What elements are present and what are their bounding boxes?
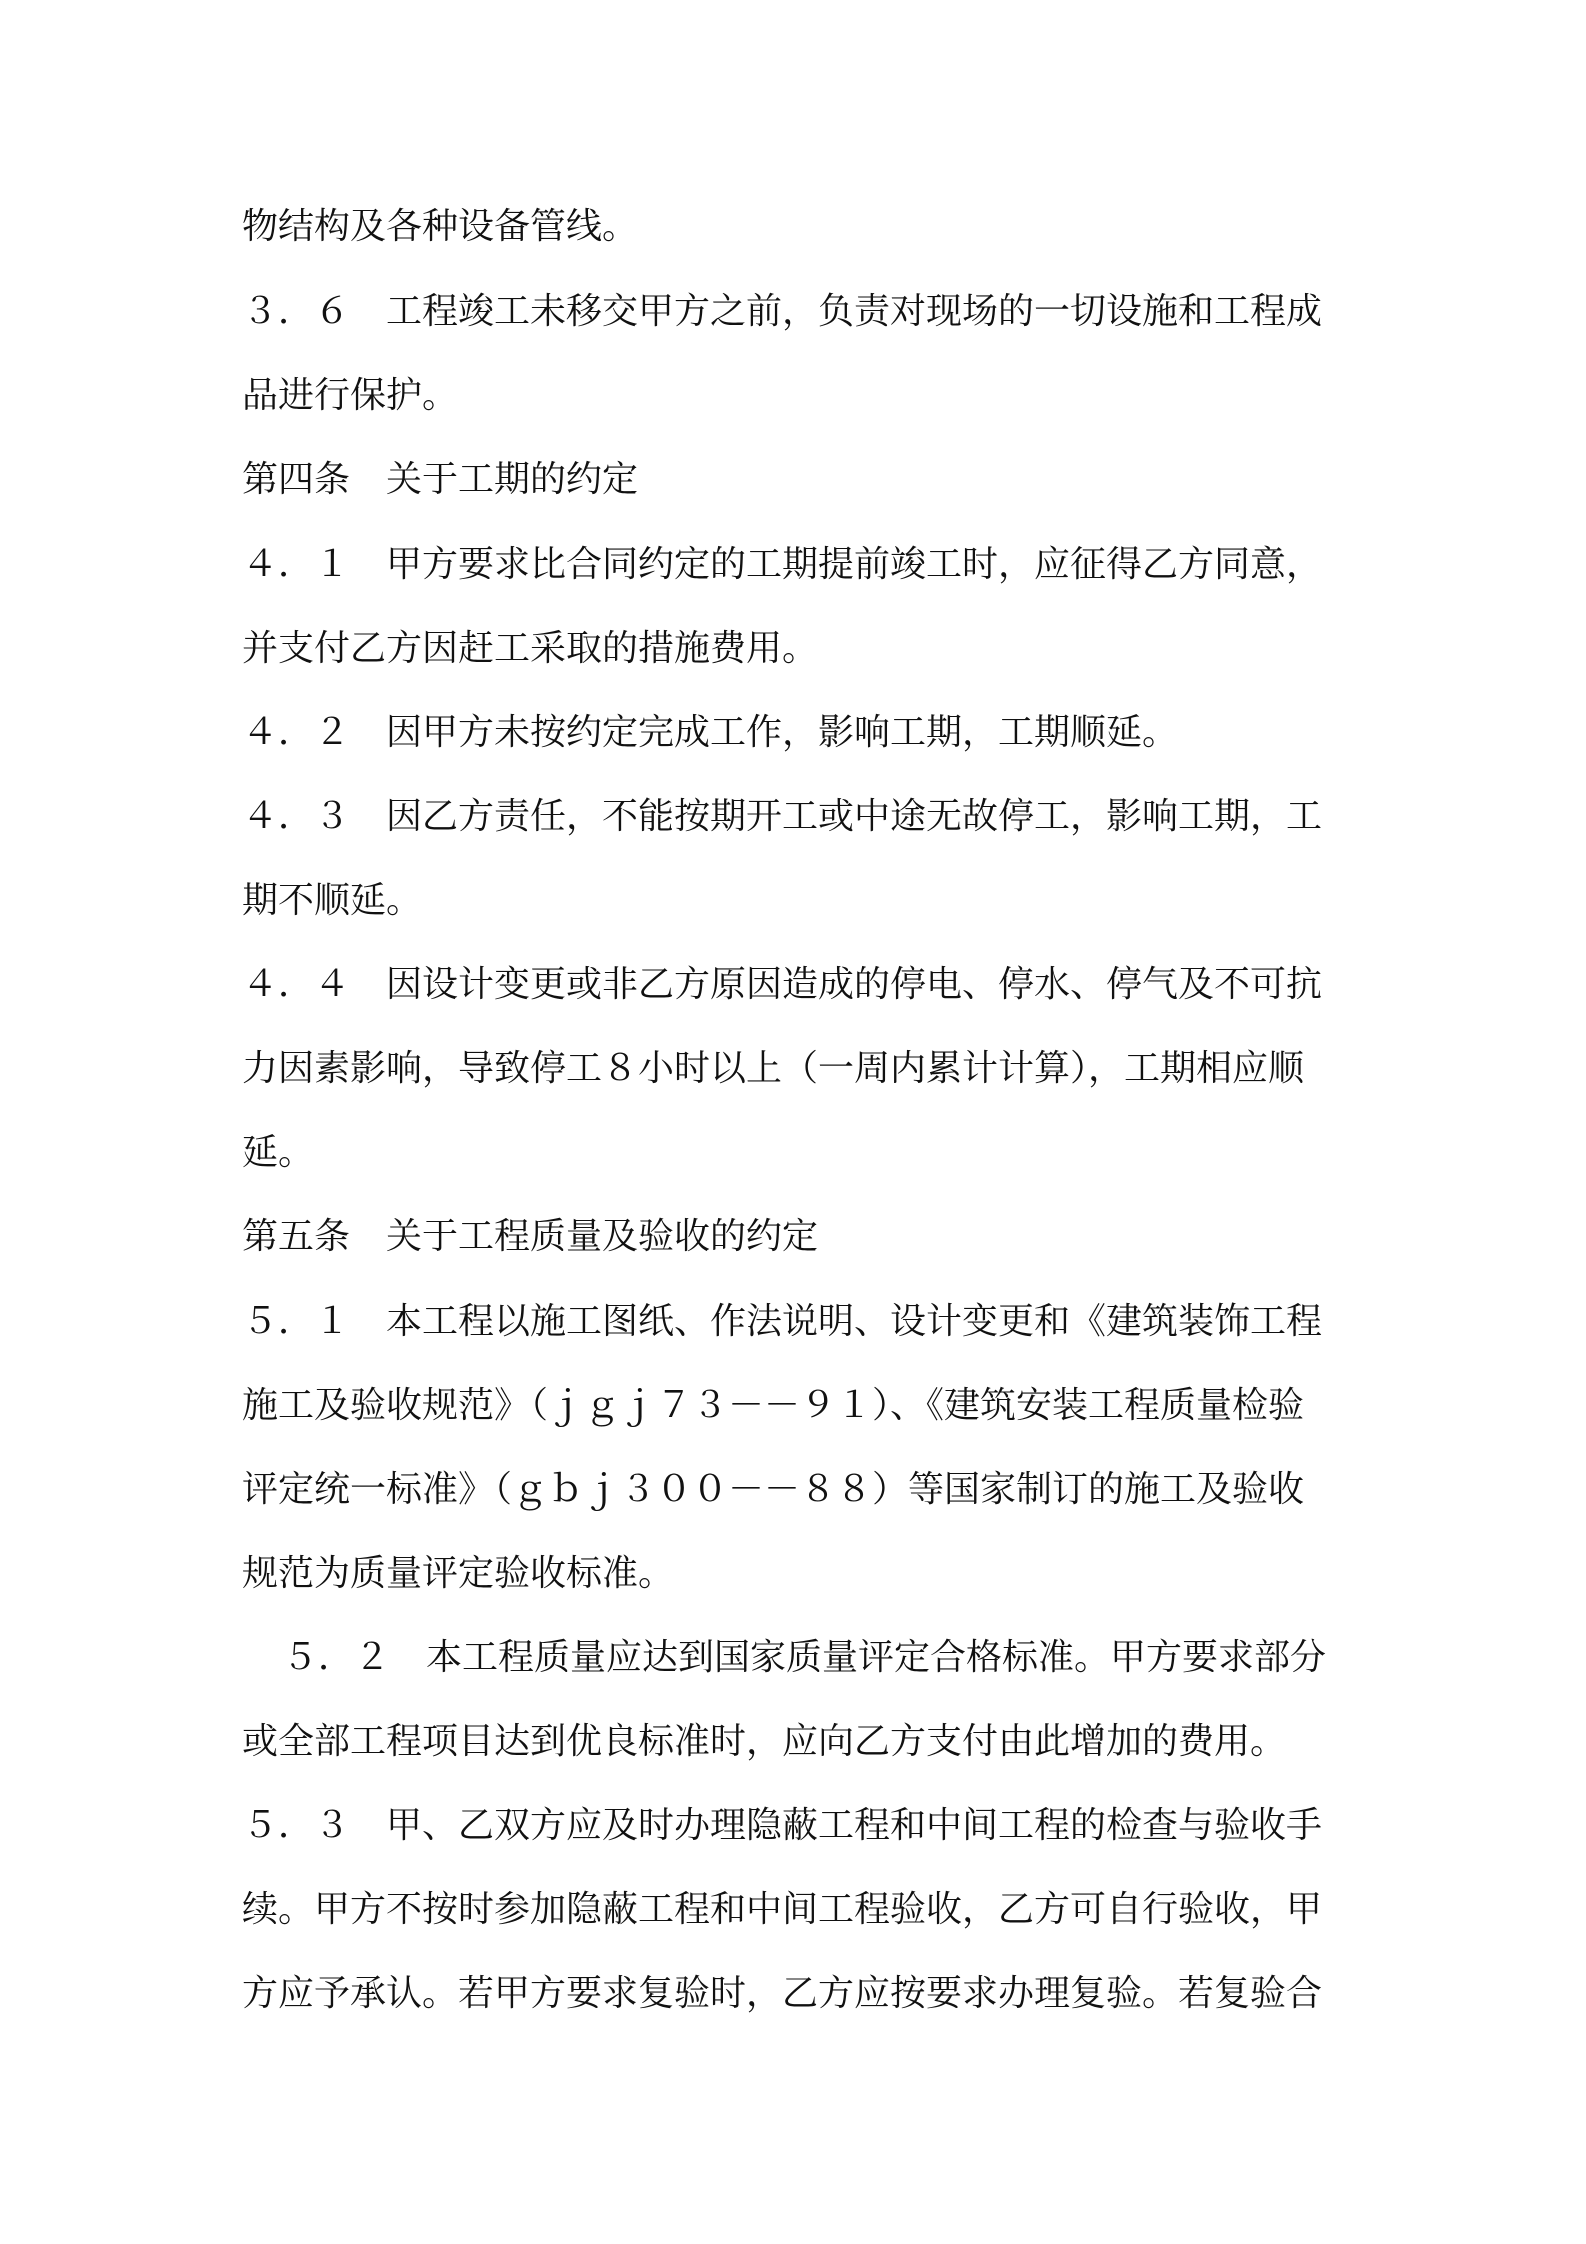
clause-4-4: ４．４ 因设计变更或非乙方原因造成的停电、停水、停气及不可抗 <box>242 964 1323 1005</box>
text-line: 并支付乙方因赶工采取的措施费用。 <box>242 628 819 669</box>
text-line: 方应予承认。若甲方要求复验时，乙方应按要求办理复验。若复验合 <box>242 1973 1323 2014</box>
text-line: 延。 <box>242 1132 315 1173</box>
clause-4-1: ４．１ 甲方要求比合同约定的工期提前竣工时，应征得乙方同意， <box>242 544 1323 585</box>
text-line: 评定统一标准》（ｇｂｊ３００－－８８）等国家制订的施工及验收 <box>242 1469 1305 1510</box>
text-line: 施工及验收规范》（ｊｇｊ７３－－９１）、《建筑安装工程质量检验 <box>242 1385 1305 1426</box>
clause-5-3: ５．３ 甲、乙双方应及时办理隐蔽工程和中间工程的检查与验收手 <box>242 1805 1323 1846</box>
text-line: 物结构及各种设备管线。 <box>242 206 639 247</box>
text-line: 规范为质量评定验收标准。 <box>242 1553 675 1594</box>
clause-5-2: ５．２ 本工程质量应达到国家质量评定合格标准。甲方要求部分 <box>282 1637 1327 1678</box>
clause-5-1: ５．１ 本工程以施工图纸、作法说明、设计变更和《建筑装饰工程 <box>242 1301 1323 1342</box>
article-4-heading: 第四条 关于工期的约定 <box>242 459 639 500</box>
article-5-heading: 第五条 关于工程质量及验收的约定 <box>242 1216 819 1257</box>
clause-3-6: ３．６ 工程竣工未移交甲方之前，负责对现场的一切设施和工程成 <box>242 291 1323 332</box>
text-line: 续。甲方不按时参加隐蔽工程和中间工程验收，乙方可自行验收，甲 <box>242 1889 1323 1930</box>
text-line: 品进行保护。 <box>242 375 459 416</box>
text-line: 期不顺延。 <box>242 880 423 921</box>
text-line: 力因素影响，导致停工８小时以上（一周内累计计算），工期相应顺 <box>242 1048 1305 1089</box>
text-line: 或全部工程项目达到优良标准时，应向乙方支付由此增加的费用。 <box>242 1721 1287 1762</box>
clause-4-3: ４．３ 因乙方责任，不能按期开工或中途无故停工，影响工期，工 <box>242 796 1323 837</box>
clause-4-2: ４．２ 因甲方未按约定完成工作，影响工期，工期顺延。 <box>242 712 1179 753</box>
